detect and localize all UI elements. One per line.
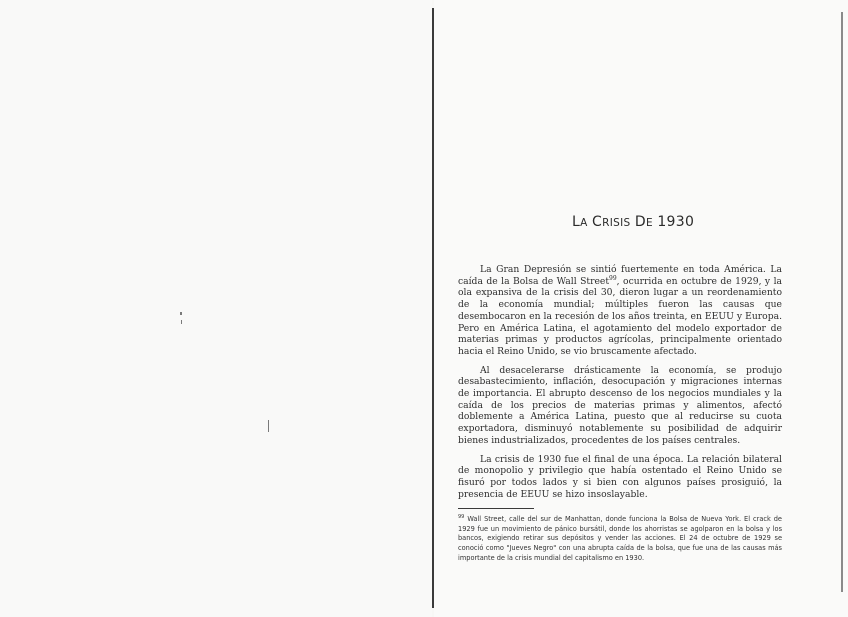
paragraph-text: La Gran Depresión se sintió fuertemente en toda América. La caída de la Bolsa de Wall Street xyxy=(458,264,782,287)
footnote-divider xyxy=(458,508,534,509)
title-initial: C xyxy=(592,214,603,230)
scan-speck xyxy=(268,420,269,432)
scan-speck xyxy=(180,312,182,315)
paragraph-text: , ocurrida en octubre de 1929, y la ola expansiva de la crisis del 30, dieron lugar a un reordenamiento de la economía mundial; múltiples fueron las causas que desembocaron en la recesión de los años treinta, en EEUU y Europa. Pero en América Latina, el agotamiento del modelo exportador de materias primas y productos agrícolas, principalmente orientado hacia el Reino Unido, se vio bruscamente afectado. xyxy=(458,275,782,357)
paragraph xyxy=(458,264,782,358)
title-initial: L xyxy=(572,214,581,230)
paragraph: Al desacelerarse drásticamente la economía, se produjo desabastecimiento, inflación, desocupación y migraciones internas de importancia. El abrupto descenso de los negocios mundiales y la caída de los precios de materias primas y alimentos, afectó doblemente a América Latina, puesto que al reducirse su cuota exportadora, disminuyó notablemente su posibilidad de adquirir bienes industrializados, procedentes de los países centrales. xyxy=(458,364,782,446)
title-rest: E xyxy=(645,217,653,229)
body-text xyxy=(458,264,782,507)
title-initial: D xyxy=(634,214,646,230)
title-rest: RISIS xyxy=(602,217,631,229)
page-edge xyxy=(841,12,843,592)
title-rest: A xyxy=(580,217,588,229)
title-initial: 1930 xyxy=(657,214,695,230)
footnote-text: Wall Street, calle del sur de Manhattan, donde funciona la Bolsa de Nueva York. El crack de 1929 fue un movimiento de pánico bursátil, donde los ahorristas se agolparon en la bolsa y los bancos, exigiendo retirar sus depósitos y vender las acciones. El 24 de octubre de 1929 se conoció como "Jueves Negro" con una abrupta caída de la bolsa, que fue una de las causas más importante de la crisis mundial del capitalismo en 1930. xyxy=(458,515,782,562)
footnote xyxy=(458,515,782,564)
paragraph: La crisis de 1930 fue el final de una época. La relación bilateral de monopolio y privilegio que había ostentado el Reino Unido se fisuró por todos lados y si bien con algunos países prosiguió, la presencia de EEUU se hizo insoslayable. xyxy=(458,453,782,500)
footnote-number: 99 xyxy=(458,513,465,520)
chapter-title xyxy=(572,214,712,230)
scan-speck xyxy=(181,320,182,324)
footnote-reference: 99 xyxy=(609,274,617,282)
